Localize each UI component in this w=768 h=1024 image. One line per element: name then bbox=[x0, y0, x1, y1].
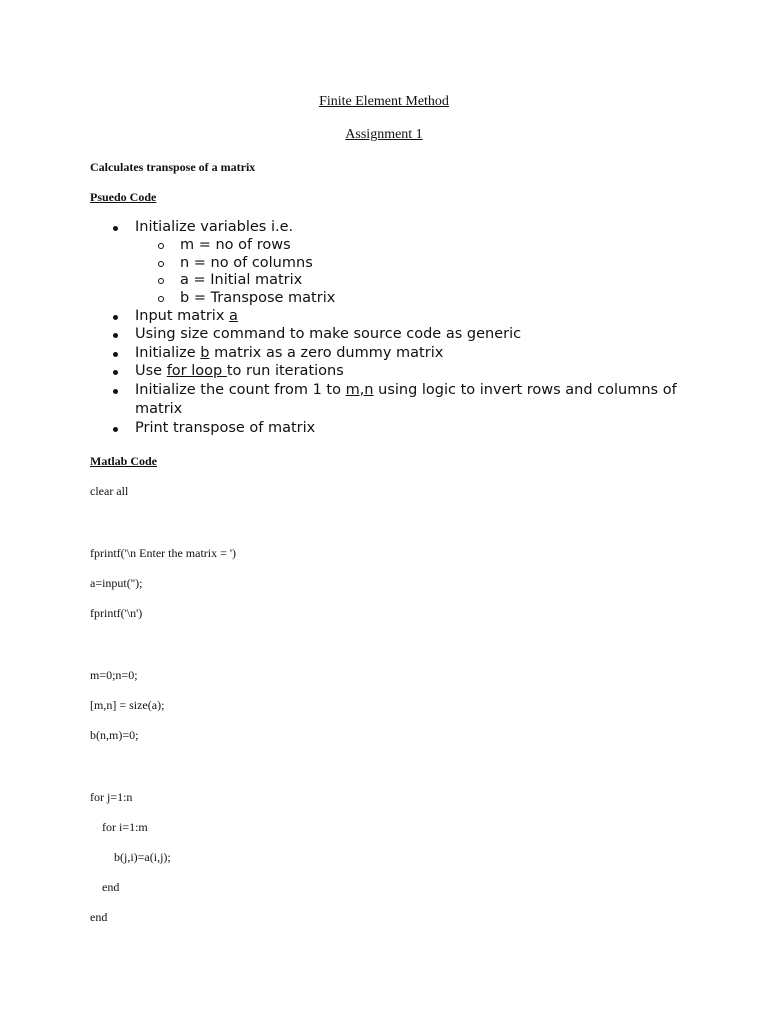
bullet-item bbox=[135, 363, 344, 379]
pseudo-code-heading: Psuedo Code bbox=[90, 190, 157, 204]
sub-bullet-item: a = Initial matrix bbox=[180, 272, 303, 288]
bullet-marker bbox=[113, 427, 118, 432]
bullet-text: matrix as a zero dummy matrix bbox=[209, 345, 444, 361]
code-line: a=input(''); bbox=[90, 576, 143, 590]
bullet-marker bbox=[113, 370, 118, 375]
bullet-text: Initialize bbox=[135, 345, 201, 361]
bullet-item bbox=[135, 345, 443, 361]
bullet-marker bbox=[113, 352, 118, 357]
sub-bullet-marker bbox=[158, 296, 164, 302]
bullet-text: Input matrix bbox=[135, 308, 230, 324]
purpose-heading: Calculates transpose of a matrix bbox=[90, 160, 256, 174]
sub-bullet-item: b = Transpose matrix bbox=[180, 290, 336, 306]
bullet-marker bbox=[113, 226, 118, 231]
bullet-item: Initialize variables i.e. bbox=[135, 219, 294, 235]
bullet-continuation: matrix bbox=[135, 401, 183, 417]
code-line: for j=1:n bbox=[90, 790, 133, 804]
code-line: m=0;n=0; bbox=[90, 668, 138, 682]
bullet-item: Using size command to make source code as generic bbox=[135, 326, 522, 342]
bullet-item bbox=[135, 308, 238, 324]
bullet-marker bbox=[113, 389, 118, 394]
bullet-underlined-text: m,n bbox=[345, 382, 374, 398]
bullet-marker bbox=[113, 333, 118, 338]
sub-bullet-item: n = no of columns bbox=[180, 255, 313, 271]
bullet-text: to run iterations bbox=[226, 363, 344, 379]
bullet-underlined-text: for loop bbox=[166, 363, 227, 379]
code-line: b(j,i)=a(i,j); bbox=[90, 850, 171, 864]
bullet-marker bbox=[113, 315, 118, 320]
sub-bullet-item: m = no of rows bbox=[180, 237, 291, 253]
page-subtitle: Assignment 1 bbox=[345, 127, 423, 142]
sub-bullet-marker bbox=[158, 278, 164, 284]
code-line: fprintf('\n Enter the matrix = ') bbox=[90, 546, 237, 560]
code-line: clear all bbox=[90, 484, 129, 498]
bullet-underlined-text: b bbox=[200, 345, 210, 361]
bullet-item bbox=[135, 382, 677, 398]
bullet-item: Print transpose of matrix bbox=[135, 420, 316, 436]
code-line: [m,n] = size(a); bbox=[90, 698, 165, 712]
sub-bullet-marker bbox=[158, 261, 164, 267]
sub-bullet-marker bbox=[158, 243, 164, 249]
bullet-underlined-text: a bbox=[229, 308, 238, 324]
matlab-code-heading: Matlab Code bbox=[90, 454, 157, 468]
code-line: b(n,m)=0; bbox=[90, 728, 139, 742]
code-line: end bbox=[90, 880, 120, 894]
bullet-text: Initialize the count from 1 to bbox=[135, 382, 346, 398]
code-line: for i=1:m bbox=[90, 820, 148, 834]
code-line: end bbox=[90, 910, 108, 924]
code-line: fprintf('\n') bbox=[90, 606, 143, 620]
bullet-text: using logic to invert rows and columns of bbox=[373, 382, 677, 398]
page-title: Finite Element Method bbox=[319, 94, 449, 109]
bullet-text: Use bbox=[135, 363, 167, 379]
